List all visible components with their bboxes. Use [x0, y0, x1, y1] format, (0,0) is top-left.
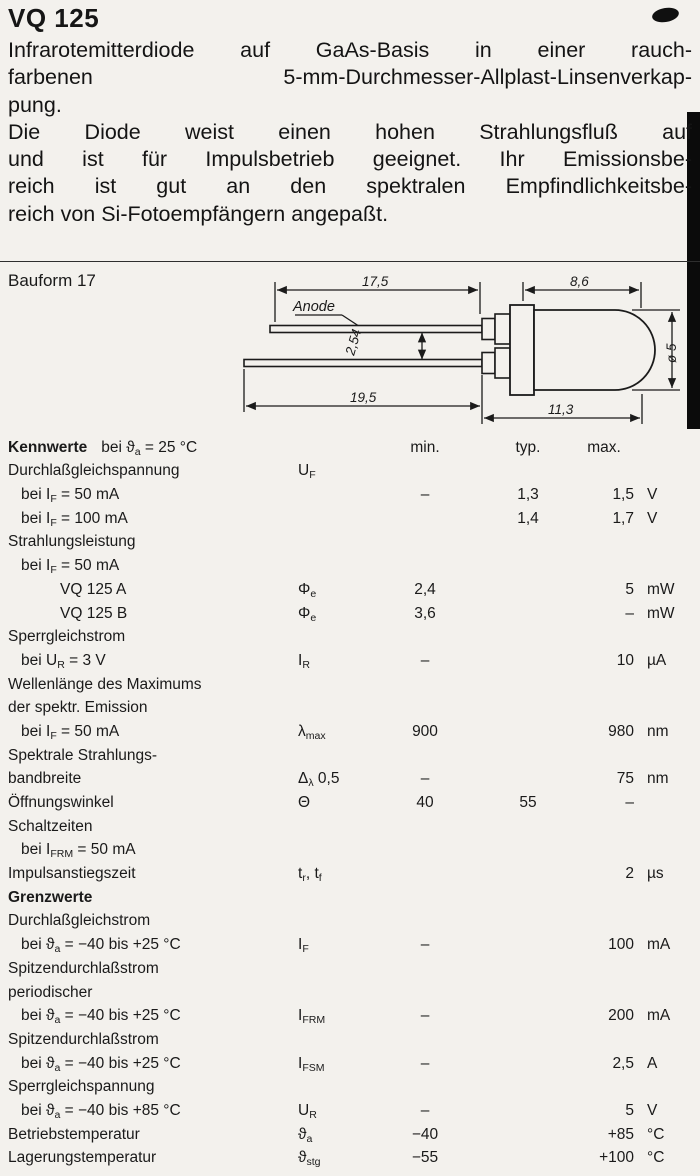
row-unit: mW	[647, 604, 675, 622]
row-min-value: –	[420, 770, 430, 788]
row-min-value: −40	[411, 1125, 439, 1143]
table-row	[8, 1144, 694, 1168]
row-max-value: 980	[608, 722, 634, 740]
row-min-value: –	[420, 486, 430, 504]
led-leads	[244, 314, 510, 378]
anode-label: Anode	[293, 299, 335, 315]
row-max-value: 75	[616, 770, 634, 788]
row-symbol: $t_r$, $t_f$	[298, 865, 322, 884]
row-label: Grenzwerte	[8, 888, 93, 906]
row-unit: V	[647, 1101, 658, 1119]
ink-blot-artifact	[651, 6, 680, 24]
row-label: Wellenlänge des Maximums	[8, 675, 202, 693]
row-label: periodischer	[8, 983, 93, 1001]
table-row	[8, 978, 694, 1002]
led-body	[510, 305, 655, 395]
table-row	[8, 646, 694, 670]
row-unit: µs	[647, 865, 664, 883]
row-min-value: 40	[416, 794, 434, 811]
intro-line: und ist für Impulsbetrieb geeignet. Ihr Emissionsbe-	[8, 147, 692, 172]
row-typ-value: 55	[519, 794, 537, 811]
row-unit: V	[647, 486, 658, 504]
row-label: der spektr. Emission	[8, 699, 148, 717]
table-row	[8, 623, 694, 647]
section-divider	[0, 261, 700, 262]
row-symbol: $\Phi_e$	[298, 580, 317, 600]
table-header	[8, 433, 694, 457]
table-row	[8, 480, 694, 504]
row-label: bei $ϑ_a = -40$ bis +25 °C	[21, 1007, 181, 1027]
package-drawing	[232, 268, 697, 433]
table-row	[8, 1120, 694, 1144]
table-row	[8, 599, 694, 623]
row-min-value: 2,4	[414, 580, 436, 598]
row-symbol: $ϑ_{stg}$	[298, 1149, 321, 1169]
row-label: Öffnungswinkel	[8, 794, 114, 811]
row-max-value: +85	[607, 1125, 634, 1143]
bauform-17-drawing	[232, 268, 697, 433]
row-label: bei $I_F = 100$ mA	[21, 509, 128, 529]
row-label: bei $I_F = 50$ mA	[21, 722, 120, 742]
row-label: VQ 125 B	[60, 604, 128, 622]
intro-line: pung.	[8, 92, 62, 117]
table-row	[8, 930, 694, 954]
row-symbol: $\Phi_e$	[298, 604, 317, 624]
table-row	[8, 883, 694, 907]
row-symbol: $U_F$	[298, 462, 316, 482]
row-symbol: $I_F$	[298, 936, 309, 956]
row-unit: mW	[647, 580, 675, 598]
row-max-value: 100	[608, 936, 634, 954]
table-row	[8, 670, 694, 694]
kennwerte-rows	[8, 457, 694, 1168]
table-row	[8, 954, 694, 978]
intro-line: Infrarotemitterdiode auf GaAs-Basis in einer rauch-	[8, 38, 692, 62]
intro-line: farbenen 5-mm-Durchmesser-Allplast-Linsenverkap-	[8, 65, 692, 90]
row-unit: A	[647, 1054, 658, 1072]
row-label: Durchlaßgleichspannung	[8, 462, 180, 480]
row-min-value: −55	[411, 1149, 439, 1167]
table-row	[8, 551, 694, 575]
row-label: Sperrgleichspannung	[8, 1078, 155, 1096]
row-label: Sperrgleichstrom	[8, 628, 126, 646]
row-label: bei $I_F = 50$ mA	[21, 557, 120, 577]
table-row	[8, 504, 694, 528]
table-row	[8, 457, 694, 481]
table-row	[8, 528, 694, 552]
dim-diameter-label: ø 5	[664, 343, 679, 363]
intro-line: reich ist gut an den spektralen Empfindlichkeitsbe-	[8, 174, 692, 199]
dim-19-5-label: 19,5	[350, 390, 377, 405]
row-symbol: $U_R$	[298, 1101, 317, 1121]
kennwerte-condition: bei $ϑ_a = 25$ °C	[101, 438, 198, 458]
table-row	[8, 717, 694, 741]
row-unit: mA	[647, 1007, 671, 1025]
row-label: bei $ϑ_a = -40$ bis +85 °C	[21, 1101, 181, 1121]
row-label: Spektrale Strahlungs-	[8, 746, 158, 764]
row-label: Impulsanstiegszeit	[8, 865, 136, 883]
row-label: VQ 125 A	[60, 580, 127, 598]
row-label: bei $I_{FRM} = 50$ mA	[21, 841, 136, 861]
row-label: Spitzendurchlaßstrom	[8, 959, 159, 977]
row-max-value: –	[625, 794, 634, 811]
bauform-caption: Bauform 17	[8, 271, 96, 290]
row-max-value: 200	[608, 1007, 634, 1025]
table-row	[8, 907, 694, 931]
row-min-value: –	[420, 1007, 430, 1025]
row-min-value: –	[420, 1101, 430, 1119]
row-min-value: –	[420, 651, 430, 669]
row-min-value: –	[420, 1054, 430, 1072]
table-row	[8, 1073, 694, 1097]
col-header-typ: typ.	[515, 438, 541, 456]
table-row	[8, 1025, 694, 1049]
row-label: Durchlaßgleichstrom	[8, 912, 151, 930]
row-unit: mA	[647, 936, 671, 954]
row-symbol: $\lambda_{max}$	[298, 722, 326, 742]
row-min-value: –	[420, 936, 430, 954]
page-title: VQ 125	[8, 3, 100, 33]
table-row	[8, 1002, 694, 1026]
row-label: Strahlungsleistung	[8, 533, 136, 551]
table-row	[8, 859, 694, 883]
row-symbol: $I_R$	[298, 651, 310, 671]
row-min-value: 3,6	[414, 604, 436, 622]
row-unit: µA	[647, 651, 667, 669]
row-unit: °C	[647, 1149, 665, 1167]
row-symbol: $I_{FSM}$	[298, 1054, 325, 1074]
row-max-value: 5	[625, 580, 634, 598]
row-symbol: $ϑ_a$	[298, 1125, 313, 1145]
row-label: Betriebstemperatur	[8, 1125, 140, 1143]
table-row	[8, 694, 694, 718]
table-row	[8, 1049, 694, 1073]
row-symbol: $I_{FRM}$	[298, 1007, 326, 1027]
row-label: Lagerungstemperatur	[8, 1149, 157, 1167]
row-max-value: 2	[625, 865, 634, 883]
row-symbol: $\Delta_\lambda$ 0,5	[298, 770, 340, 790]
row-max-value: 5	[625, 1101, 634, 1119]
row-unit: nm	[647, 722, 669, 740]
kennwerte-heading: Kennwerte	[8, 438, 88, 456]
row-label: bei $ϑ_a = -40$ bis +25 °C	[21, 1054, 181, 1074]
kennwerte-table	[8, 433, 694, 1167]
row-unit: nm	[647, 770, 669, 788]
dim-8-6-label: 8,6	[570, 274, 589, 289]
dim-2-54-label: 2,54	[342, 327, 365, 357]
dim-17-5-label: 17,5	[362, 274, 389, 289]
row-max-value: 10	[616, 651, 634, 669]
row-label: Schaltzeiten	[8, 817, 93, 835]
row-max-value: 1,7	[612, 509, 634, 527]
row-label: Spitzendurchlaßstrom	[8, 1030, 159, 1048]
row-max-value: +100	[599, 1149, 634, 1167]
row-min-value: 900	[412, 722, 438, 740]
row-label: bandbreite	[8, 770, 82, 788]
row-label: bei $ϑ_a = -40$ bis +25 °C	[21, 936, 181, 956]
table-row	[8, 836, 694, 860]
intro-text	[8, 37, 692, 228]
row-label: bei $I_F = 50$ mA	[21, 486, 120, 505]
intro-line: reich von Si-Fotoempfängern angepaßt.	[8, 201, 389, 226]
row-max-value: 2,5	[612, 1054, 634, 1072]
row-unit: V	[647, 509, 658, 527]
row-unit: °C	[647, 1125, 665, 1143]
col-header-max: max.	[587, 438, 621, 456]
row-symbol: Θ	[298, 794, 311, 811]
row-typ-value: 1,3	[517, 486, 539, 504]
table-row	[8, 741, 694, 765]
table-row	[8, 575, 694, 599]
row-max-value: 1,5	[612, 486, 634, 504]
table-header-label	[8, 439, 298, 457]
table-row	[8, 765, 694, 789]
row-max-value: –	[625, 604, 634, 622]
row-label: bei $U_R = 3$ V	[21, 651, 106, 671]
table-row	[8, 812, 694, 836]
col-header-min: min.	[410, 438, 440, 456]
intro-line: Die Diode weist einen hohen Strahlungsfluß auf	[8, 119, 692, 144]
row-typ-value: 1,4	[517, 509, 539, 527]
dim-11-3-label: 11,3	[548, 402, 574, 417]
table-row	[8, 1096, 694, 1120]
table-row	[8, 788, 694, 812]
